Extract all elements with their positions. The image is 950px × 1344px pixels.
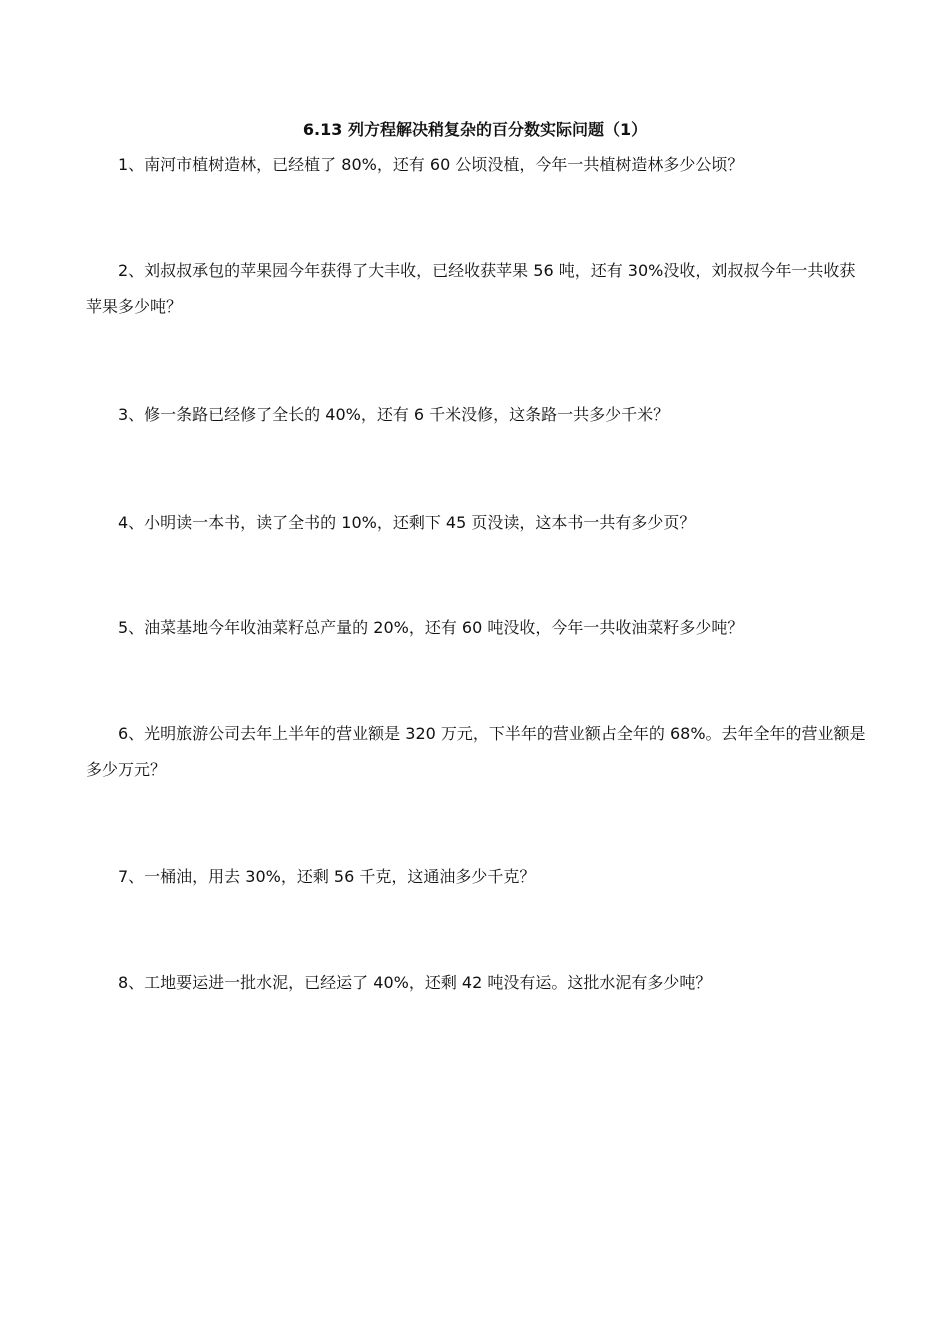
question-3: 3、修一条路已经修了全长的 40%，还有 6 千米没修，这条路一共多少千米？: [118, 405, 670, 424]
question-2: 2、刘叔叔承包的苹果园今年获得了大丰收，已经收获苹果 56 吨，还有 30%没收，刘叔叔今年一共收获苹果多少吨？: [86, 261, 856, 316]
question-4: 4、小明读一本书，读了全书的 10%，还剩下 45 页没读，这本书一共有多少页？: [118, 513, 696, 532]
question-5: 5、油菜基地今年收油菜籽总产量的 20%，还有 60 吨没收，今年一共收油菜籽多少吨？: [118, 618, 744, 637]
question-7: 7、一桶油，用去 30%，还剩 56 千克，这通油多少千克？: [118, 867, 536, 886]
question-8: 8、工地要运进一批水泥，已经运了 40%，还剩 42 吨没有运。这批水泥有多少吨？: [118, 973, 712, 992]
question-1: 1、南河市植树造林，已经植了 80%，还有 60 公顷没植，今年一共植树造林多少公顷？: [118, 155, 744, 174]
worksheet-title: 6.13 列方程解决稍复杂的百分数实际问题（1）: [302, 120, 648, 139]
question-6: 6、光明旅游公司去年上半年的营业额是 320 万元，下半年的营业额占全年的 68%。去年全年的营业额是多少万元？: [86, 724, 866, 779]
